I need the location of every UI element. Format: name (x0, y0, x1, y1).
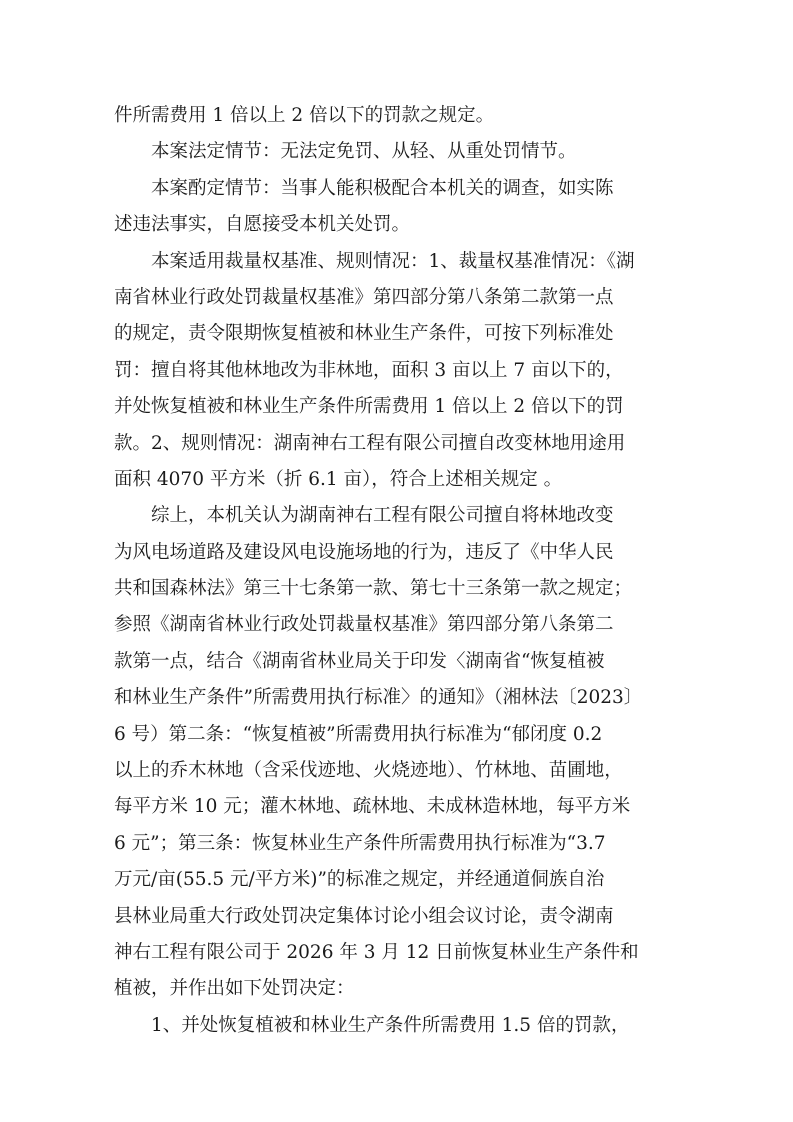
text-line: 综上，本机关认为湖南神右工程有限公司擅自将林地改变 (151, 505, 614, 527)
text-line: 和林业生产条件”所需费用执行标准〉的通知》（湘林法〔2023〕 (114, 687, 643, 709)
document-body (114, 98, 684, 1044)
text-line: 本案酌定情节：当事人能积极配合本机关的调查，如实陈 (151, 177, 614, 199)
text-line: 参照《湖南省林业行政处罚裁量权基准》第四部分第八条第二 (114, 614, 614, 636)
text-line: 为风电场道路及建设风电设施场地的行为，违反了《中华人民 (114, 541, 614, 563)
text-line: 以上的乔木林地（含采伐迹地、火烧迹地）、竹林地、苗圃地， (114, 760, 623, 782)
text-line: 植被，并作出如下处罚决定： (114, 978, 355, 1000)
text-line: 述违法事实，自愿接受本机关处罚。 (114, 214, 411, 236)
text-line: 每平方米 10 元；灌木林地、疏林地、未成林造林地，每平方米 (114, 796, 631, 818)
text-line: 南省林业行政处罚裁量权基准》第四部分第八条第二款第一点 (114, 286, 614, 308)
text-line: 6 元”；第三条：恢复林业生产条件所需费用执行标准为“3.7 (114, 832, 606, 854)
text-line: 本案适用裁量权基准、规则情况：1、裁量权基准情况：《湖 (151, 250, 635, 272)
text-line: 件所需费用 1 倍以上 2 倍以下的罚款之规定。 (114, 105, 495, 126)
text-line: 县林业局重大行政处罚决定集体讨论小组会议讨论，责令湖南 (114, 905, 614, 927)
text-line: 的规定，责令限期恢复植被和林业生产条件，可按下列标准处 (114, 323, 614, 345)
text-line: 共和国森林法》第三十七条第一款、第七十三条第一款之规定； (114, 578, 633, 600)
text-line: 6 号）第二条：“恢复植被”所需费用执行标准为“郁闭度 0.2 (114, 723, 603, 745)
text-line: 面积 4070 平方米（折 6.1 亩），符合上述相关规定 。 (114, 468, 563, 490)
text-line: 并处恢复植被和林业生产条件所需费用 1 倍以上 2 倍以下的罚 (114, 396, 624, 418)
text-line: 1、并处恢复植被和林业生产条件所需费用 1.5 倍的罚款， (151, 1014, 630, 1036)
text-line: 本案法定情节：无法定免罚、从轻、从重处罚情节。 (151, 141, 577, 163)
text-line: 款。2、规则情况：湖南神右工程有限公司擅自改变林地用途用 (114, 432, 626, 454)
text-line: 罚：擅自将其他林地改为非林地，面积 3 亩以上 7 亩以下的， (114, 359, 624, 381)
text-line: 神右工程有限公司于 2026 年 3 月 12 日前恢复林业生产条件和 (114, 941, 639, 963)
text-line: 款第一点，结合《湖南省林业局关于印发〈湖南省“恢复植被 (114, 650, 605, 672)
text-line: 万元/亩(55.5 元/平方米)”的标准之规定，并经通道侗族自治 (114, 869, 605, 891)
